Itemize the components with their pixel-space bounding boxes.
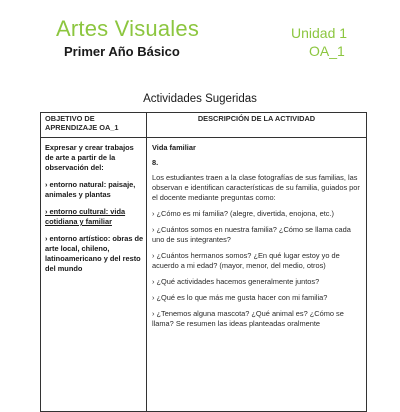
activity-question: › ¿Cuántos hermanos somos? ¿En qué lugar estoy yo de acuerdo a mi edad? (mayor, menor, del medio, otros) — [152, 251, 340, 270]
activity-number: 8. — [152, 158, 159, 167]
objective-item-cultural: › entorno cultural: vida cotidiana y familiar — [45, 207, 126, 226]
grade-subtitle: Primer Año Básico — [64, 44, 180, 59]
page-title: Artes Visuales — [56, 16, 200, 41]
objective-item-artistic: › entorno artístico: obras de arte local, chileno, latinoamericano y del resto del mundo — [45, 234, 144, 273]
unit-label: Unidad 1 — [291, 25, 348, 41]
activity-column-header: DESCRIPCIÓN DE LA ACTIVIDAD — [197, 114, 316, 123]
objective-intro: Expresar y crear trabajos de arte a partir de la observación del: — [45, 143, 134, 172]
activity-question: › ¿Cuántos somos en nuestra familia? ¿Cómo se llama cada uno de sus integrantes? — [152, 225, 351, 244]
activities-table — [40, 112, 367, 412]
activity-question: › ¿Qué actividades hacemos generalmente juntos? — [152, 277, 320, 286]
column-divider — [146, 113, 147, 411]
activity-cell — [152, 143, 364, 335]
activity-question: › ¿Qué es lo que más me gusta hacer con mi familia? — [152, 293, 328, 302]
section-title: Actividades Sugeridas — [143, 93, 257, 105]
objective-code: OA_1 — [309, 43, 345, 59]
activity-title: Vida familiar — [152, 143, 196, 152]
objective-item-natural: › entorno natural: paisaje, animales y plantas — [45, 180, 136, 199]
activity-question: › ¿Tenemos alguna mascota? ¿Qué animal es? ¿Cómo se llama? Se resumen las ideas planteadas oralmente — [152, 309, 344, 328]
objective-column-header: OBJETIVO DE APRENDIZAJE OA_1 — [45, 114, 119, 132]
activity-intro: Los estudiantes traen a la clase fotografías de sus familias, las observan e identifican características de su familia, guiados por el docente mediante preguntas como: — [152, 173, 360, 202]
objective-cell — [45, 143, 144, 281]
activity-question: › ¿Cómo es mi familia? (alegre, divertida, enojona, etc.) — [152, 209, 334, 218]
